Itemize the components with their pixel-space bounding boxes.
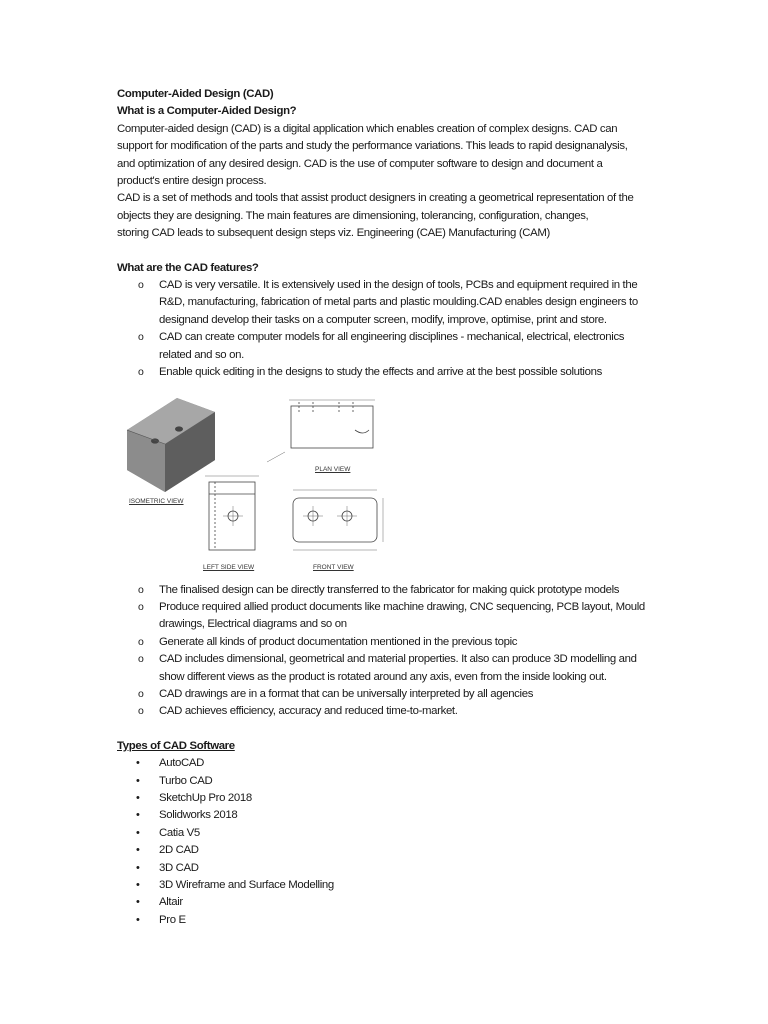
list-item-line: Produce required allied product documents like machine drawing, CNC sequencing, PCB layout, Mould xyxy=(159,600,645,613)
list-item xyxy=(117,773,657,790)
cad-views-illustration xyxy=(117,390,397,576)
intro-line: CAD is a set of methods and tools that assist product designers in creating a geometrical representation of the xyxy=(117,192,634,205)
section-heading-cad-software: Types of CAD Software xyxy=(117,739,235,752)
left-side-view-label: LEFT SIDE VIEW xyxy=(203,563,255,571)
list-item-line: related and so on. xyxy=(159,348,244,361)
software-list xyxy=(117,755,657,929)
isometric-view-label: ISOMETRIC VIEW xyxy=(129,497,184,505)
list-item xyxy=(117,912,657,929)
plan-view-drawing xyxy=(267,400,375,462)
list-item-line: Enable quick editing in the designs to study the effects and arrive at the best possible solutions xyxy=(159,366,602,379)
list-marker: o xyxy=(138,331,144,344)
list-marker: o xyxy=(138,635,144,648)
list-item-line: CAD achieves efficiency, accuracy and reduced time-to-market. xyxy=(159,705,458,718)
software-name: Altair xyxy=(159,896,183,909)
list-item-line: CAD drawings are in a format that can be universally interpreted by all agencies xyxy=(159,687,534,700)
list-marker: o xyxy=(138,366,144,379)
list-item xyxy=(117,582,657,599)
bullet-marker: • xyxy=(136,913,140,926)
list-item xyxy=(117,825,657,842)
list-item xyxy=(117,703,657,720)
intro-line: product's entire design process. xyxy=(117,175,267,188)
software-name: SketchUp Pro 2018 xyxy=(159,791,252,804)
bullet-marker: • xyxy=(136,844,140,857)
left-side-view-drawing xyxy=(205,476,259,550)
list-item-line: R&D, manufacturing, fabrication of metal parts and plastic moulding.CAD enables design engineers to xyxy=(159,296,638,309)
bullet-marker: • xyxy=(136,791,140,804)
plan-view-label: PLAN VIEW xyxy=(315,465,351,473)
intro-line: objects they are designing. The main features are dimensioning, tolerancing, configuration, changes, xyxy=(117,209,589,222)
list-item xyxy=(117,755,657,772)
software-name: 3D CAD xyxy=(159,861,199,874)
bullet-marker: • xyxy=(136,774,140,787)
section-heading-cad-features: What are the CAD features? xyxy=(117,261,259,274)
list-item-line: CAD is very versatile. It is extensively used in the design of tools, PCBs and equipment required in the xyxy=(159,279,638,292)
list-item xyxy=(117,686,657,703)
software-name: Pro E xyxy=(159,913,186,926)
intro-paragraph xyxy=(117,121,657,243)
list-item-line: show different views as the product is rotated around any axis, even from the inside looking out. xyxy=(159,670,607,683)
features-list-bottom xyxy=(117,582,657,721)
list-item xyxy=(117,842,657,859)
list-item xyxy=(117,364,657,381)
front-view-drawing xyxy=(293,490,383,550)
document-title: Computer-Aided Design (CAD) xyxy=(117,88,274,100)
front-view-label: FRONT VIEW xyxy=(313,563,354,571)
list-item xyxy=(117,651,657,686)
intro-line: storing CAD leads to subsequent design steps viz. Engineering (CAE) Manufacturing (CAM) xyxy=(117,227,550,240)
list-item xyxy=(117,329,657,364)
list-item xyxy=(117,894,657,911)
list-item-line: The finalised design can be directly transferred to the fabricator for making quick prototype models xyxy=(159,583,620,596)
bullet-marker: • xyxy=(136,879,140,891)
list-item xyxy=(117,599,657,634)
document-page xyxy=(117,86,657,929)
list-item-line: Generate all kinds of product documentation mentioned in the previous topic xyxy=(159,635,518,648)
bullet-marker: • xyxy=(136,826,140,839)
intro-line: and optimization of any desired design. CAD is the use of computer software to design and document a xyxy=(117,157,603,170)
list-item-line: CAD can create computer models for all engineering disciplines - mechanical, electrical, electronics xyxy=(159,331,625,344)
intro-line: Computer-aided design (CAD) is a digital application which enables creation of complex designs. CAD can xyxy=(117,122,618,135)
list-item-line: designand develop their tasks on a computer screen, modify, improve, optimise, print and store. xyxy=(159,313,607,326)
list-marker: o xyxy=(138,653,144,666)
software-name: Catia V5 xyxy=(159,826,200,839)
software-name: 3D Wireframe and Surface Modelling xyxy=(159,879,334,891)
bullet-marker: • xyxy=(136,809,140,822)
list-marker: o xyxy=(138,279,144,292)
list-marker: o xyxy=(138,705,144,718)
bullet-marker: • xyxy=(136,757,140,770)
section-heading-what-is-cad: What is a Computer-Aided Design? xyxy=(117,105,297,118)
list-item xyxy=(117,877,657,894)
software-name: Solidworks 2018 xyxy=(159,809,238,822)
list-item-line: CAD includes dimensional, geometrical and material properties. It also can produce 3D modelling and xyxy=(159,653,637,666)
list-marker: o xyxy=(138,583,144,596)
cad-drawing-figure xyxy=(117,390,397,576)
list-item xyxy=(117,634,657,651)
list-marker: o xyxy=(138,687,144,700)
bullet-marker: • xyxy=(136,896,140,909)
list-item xyxy=(117,790,657,807)
list-item xyxy=(117,277,657,329)
isometric-block-image xyxy=(127,398,215,492)
bullet-marker: • xyxy=(136,861,140,874)
software-name: AutoCAD xyxy=(159,757,205,770)
software-name: 2D CAD xyxy=(159,844,199,857)
features-list-top xyxy=(117,277,657,381)
list-item-line: drawings, Electrical diagrams and so on xyxy=(159,618,347,631)
list-item xyxy=(117,860,657,877)
list-item xyxy=(117,807,657,824)
intro-line: support for modification of the parts and study the performance variations. This leads to rapid designanalysis, xyxy=(117,140,628,153)
software-name: Turbo CAD xyxy=(159,774,213,787)
list-marker: o xyxy=(138,600,144,613)
